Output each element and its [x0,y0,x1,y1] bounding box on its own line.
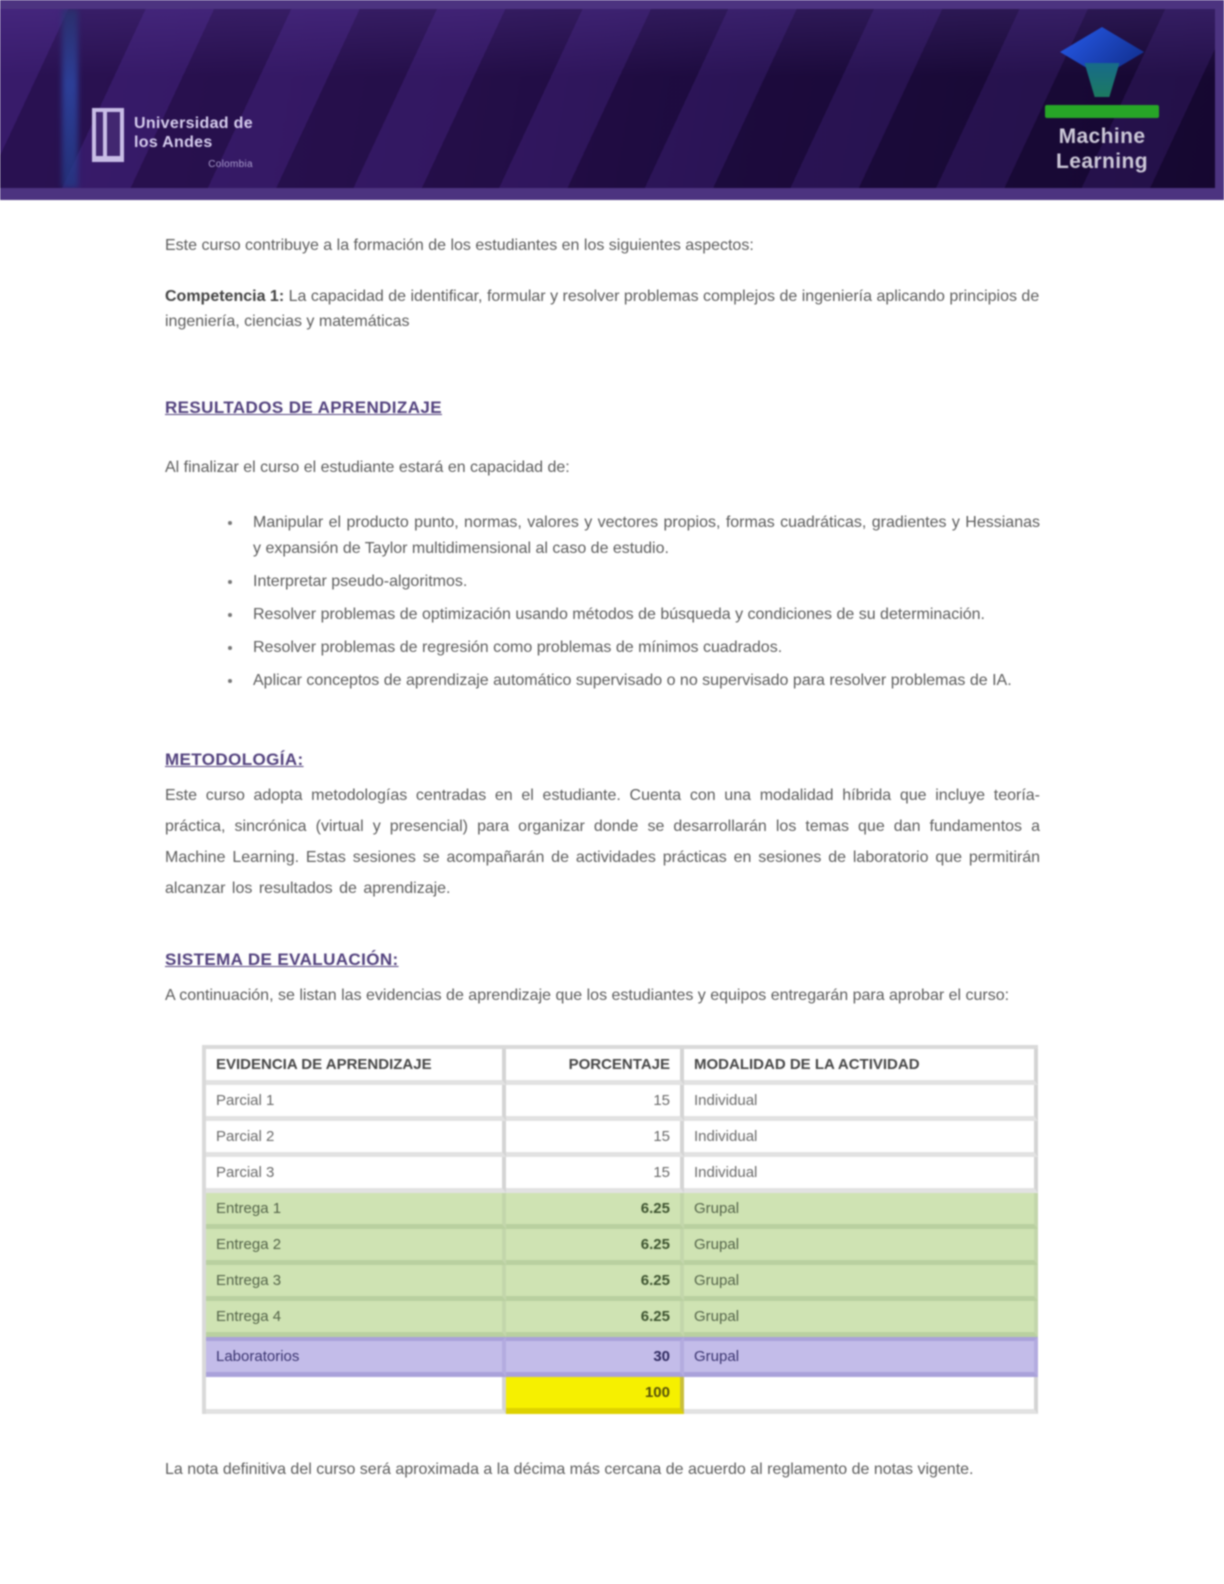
column-header-modality: MODALIDAD DE LA ACTIVIDAD [684,1049,1038,1085]
section-heading-evaluation: SISTEMA DE EVALUACIÓN: [165,950,399,969]
table-header-row [206,1049,1038,1085]
green-bar [1045,105,1159,118]
banner-artwork [0,9,1215,188]
evidence-cell: Parcial 3 [206,1157,506,1193]
university-country: Colombia [208,159,253,170]
table-row [206,1337,1038,1377]
table-row [206,1193,1038,1229]
percent-cell: 15 [506,1157,684,1193]
outcomes-list [165,510,1040,694]
banner-blue-streak [62,9,78,188]
percent-cell: 15 [506,1085,684,1121]
outcomes-intro: Al finalizar el curso el estudiante estará en capacidad de: [165,459,570,476]
evidence-cell: Entrega 4 [206,1301,506,1337]
document-content [165,234,1040,1482]
evidence-cell: Parcial 1 [206,1085,506,1121]
modality-cell: Grupal [684,1337,1038,1377]
evaluation-table [202,1045,1038,1414]
outcome-item: • Resolver problemas de optimización usando métodos de búsqueda y condiciones de su determinación. [243,602,1040,628]
column-header-evidence: EVIDENCIA DE APRENDIZAJE [206,1049,506,1085]
percent-cell: 6.25 [506,1301,684,1337]
university-columns-icon [92,108,124,162]
modality-cell: Grupal [684,1193,1038,1229]
evidence-cell: Parcial 2 [206,1121,506,1157]
outcome-item: • Aplicar conceptos de aprendizaje automático supervisado o no supervisado para resolver problemas de IA. [243,668,1040,694]
machine-learning-logo [1041,27,1163,174]
intro-paragraph: Este curso contribuye a la formación de los estudiantes en los siguientes aspectos: [165,237,754,254]
program-name-line1: Machine [1058,125,1146,148]
competency-paragraph [165,284,1040,334]
university-name-line1: Universidad de [134,115,253,132]
evidence-cell: Laboratorios [206,1337,506,1377]
competency-label: Competencia 1: [165,288,285,305]
percent-cell: 30 [506,1337,684,1377]
program-name-line2: Learning [1056,150,1148,173]
modality-cell [684,1377,1038,1414]
table-row [206,1085,1038,1121]
university-name-line2: los Andes [134,134,213,151]
table-row [206,1265,1038,1301]
header-banner [0,0,1224,200]
outcome-item: • Interpretar pseudo-algoritmos. [243,569,1040,595]
percent-cell: 6.25 [506,1229,684,1265]
university-logo [92,108,253,174]
evidence-cell [206,1377,506,1414]
modality-cell: Individual [684,1157,1038,1193]
grade-rounding-note: La nota definitiva del curso será aproximada a la décima más cercana de acuerdo al reglamento de notas vigente. [165,1461,974,1478]
table-row [206,1157,1038,1193]
table-row [206,1121,1038,1157]
competency-text: La capacidad de identificar, formular y resolver problemas complejos de ingeniería aplicando principios de ingeniería, ciencias y matemáticas [165,288,1040,330]
percent-cell: 6.25 [506,1193,684,1229]
evidence-cell: Entrega 1 [206,1193,506,1229]
table-row [206,1229,1038,1265]
evidence-cell: Entrega 2 [206,1229,506,1265]
modality-cell: Grupal [684,1301,1038,1337]
section-heading-methodology: METODOLOGÍA: [165,750,304,769]
section-heading-outcomes: RESULTADOS DE APRENDIZAJE [165,398,442,417]
evaluation-intro: A continuación, se listan las evidencias de aprendizaje que los estudiantes y equipos entregarán para aprobar el curso: [165,987,1010,1004]
column-header-percentage: PORCENTAJE [506,1049,684,1085]
percent-cell: 6.25 [506,1265,684,1301]
evidence-cell: Entrega 3 [206,1265,506,1301]
table-row [206,1301,1038,1337]
outcome-item: • Manipular el producto punto, normas, valores y vectores propios, formas cuadráticas, gradientes y Hessianas y expansión de Taylor multidimensional al caso de estudio. [243,510,1040,562]
modality-cell: Individual [684,1121,1038,1157]
total-percent-cell: 100 [506,1377,684,1414]
modality-cell: Grupal [684,1229,1038,1265]
tassel-icon [1079,63,1125,97]
methodology-paragraph: Este curso adopta metodologías centradas en el estudiante. Cuenta con una modalidad híbrida que incluye teoría-práctica, sincrónica (virtual y presencial) para organizar donde se desarrollarán los temas que dan fundamentos a Machine Learning. Estas sesiones se acompañarán de actividades prácticas en sesiones de laboratorio que permitirán alcanzar los resultados de aprendizaje. [165,787,1040,897]
outcome-item: • Resolver problemas de regresión como problemas de mínimos cuadrados. [243,635,1040,661]
modality-cell: Grupal [684,1265,1038,1301]
table-total-row [206,1377,1038,1414]
percent-cell: 15 [506,1121,684,1157]
modality-cell: Individual [684,1085,1038,1121]
